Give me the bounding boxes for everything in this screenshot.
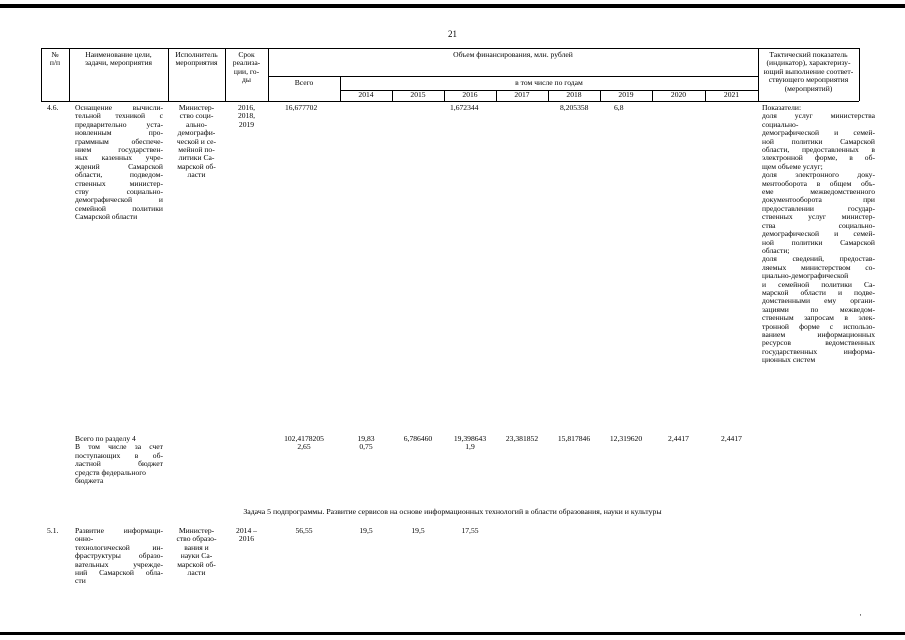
row-46-2019: 6,8 bbox=[614, 103, 624, 112]
row-46-indicator: Показатели: доля услуг министерства социально- демографической и семей- ной политики Самарской области, предоставленных в электронной форме, в об- щем объеме услуг; доля электронного доку- ментооборота в общем объ- еме межведомственного документооборота при предоставлении государ- ственных услуг министер- ства социально- демографической и семей- ной политики Самарской области; доля сведений, предостав- ляемых министерством со- циально-демографической и семейной политики Са- марской области и подве- домственными ему органи- зациями по межведом- ственным запросам в элек- тронной форме с использо- ванием информационных ресурсов ведомственных государственных информа- ционных систем bbox=[762, 103, 875, 365]
row-46-name: Оснащение вычисли- тельной техникой с предварительно уста- новленным про- граммным обеспече- нием государствен- ных казенных учре- ждений Самарской области, подведом- ственных министер- ству социально- демографической и семейной политики Самарской области bbox=[75, 103, 163, 222]
header-year-2021: 2021 bbox=[723, 90, 740, 99]
header-year-2020: 2020 bbox=[670, 90, 687, 99]
section-total-2018: 15,817846 bbox=[557, 434, 591, 443]
header-year-2014: 2014 bbox=[358, 90, 374, 99]
header-executor: Исполнитель мероприятия bbox=[175, 50, 218, 68]
row-46-total: 16,677702 bbox=[285, 103, 318, 112]
header-funding: Объем финансирования, млн. рублей bbox=[453, 50, 573, 59]
header-name: Наименование цели, задачи, мероприятия bbox=[84, 50, 153, 68]
section-total-2019: 12,319620 bbox=[609, 434, 643, 443]
row-46-term: 2016, 2018, 2019 bbox=[237, 103, 256, 129]
header-year-2019: 2019 bbox=[618, 90, 634, 99]
bottom-border bbox=[0, 632, 905, 635]
header-indicator: Тактический показатель (индикатор), характеризу- ющий выполнение соответ- ствующего мероприятия (мероприятий) bbox=[763, 50, 854, 93]
header-year-2017: 2017 bbox=[514, 90, 530, 99]
section-total-2017: 23,381852 bbox=[505, 434, 539, 443]
row-51-total: 56,55 bbox=[295, 526, 313, 535]
row-51-term: 2014 – 2016 bbox=[236, 526, 257, 544]
task-5-heading: Задача 5 подпрограммы. Развитие сервисов на основе информационных технологий в области образования, науки и культуры bbox=[243, 507, 662, 516]
row-51-2015: 19,5 bbox=[411, 526, 425, 535]
header-by-years: в том числе по годам bbox=[515, 78, 583, 87]
header-total: Всего bbox=[294, 78, 314, 87]
header-number: № п/п bbox=[49, 50, 61, 68]
row-46-executor: Министер- ство соци- ально- демографи- ческой и се- мейной по- литики Са- марской об- ласти bbox=[176, 103, 217, 180]
page-number: 21 bbox=[448, 29, 457, 39]
header-year-2015: 2015 bbox=[410, 90, 426, 99]
row-51-executor: Министер- ство образо- вания и науки Са- марской об- ласти bbox=[176, 526, 217, 578]
row-51-number: 5.1. bbox=[47, 526, 59, 535]
section-total-sum: 102,4178205 2,65 bbox=[284, 434, 324, 452]
section-total-2014: 19,83 0,75 bbox=[357, 434, 375, 452]
header-year-2018: 2018 bbox=[566, 90, 582, 99]
scan-speck: · bbox=[859, 610, 862, 620]
section-total-2020: 2,4417 bbox=[668, 434, 689, 443]
row-51-2016: 17,55 bbox=[461, 526, 479, 535]
row-51-2014: 19,5 bbox=[359, 526, 373, 535]
row-46-number: 4.6. bbox=[47, 103, 59, 112]
header-year-2016: 2016 bbox=[462, 90, 478, 99]
section-total-2021: 2,4417 bbox=[721, 434, 742, 443]
section-total-2016: 19,398643 1,9 bbox=[453, 434, 487, 452]
section-total-label: Всего по разделу 4 В том числе за счет поступающих в об- ластной бюджет средств федерального бюджета bbox=[75, 434, 163, 486]
row-46-2016: 1,672344 bbox=[450, 103, 479, 112]
row-46-2018: 8,205358 bbox=[560, 103, 589, 112]
header-term: Срок реализа- ции, го- ды bbox=[232, 50, 261, 85]
top-border bbox=[0, 4, 905, 8]
section-total-2015: 6,786460 bbox=[403, 434, 433, 443]
row-51-name: Развитие информаци- онно- технологической ин- фраструктуры образо- вательных учрежде- ний Самарской обла- сти bbox=[75, 526, 163, 586]
